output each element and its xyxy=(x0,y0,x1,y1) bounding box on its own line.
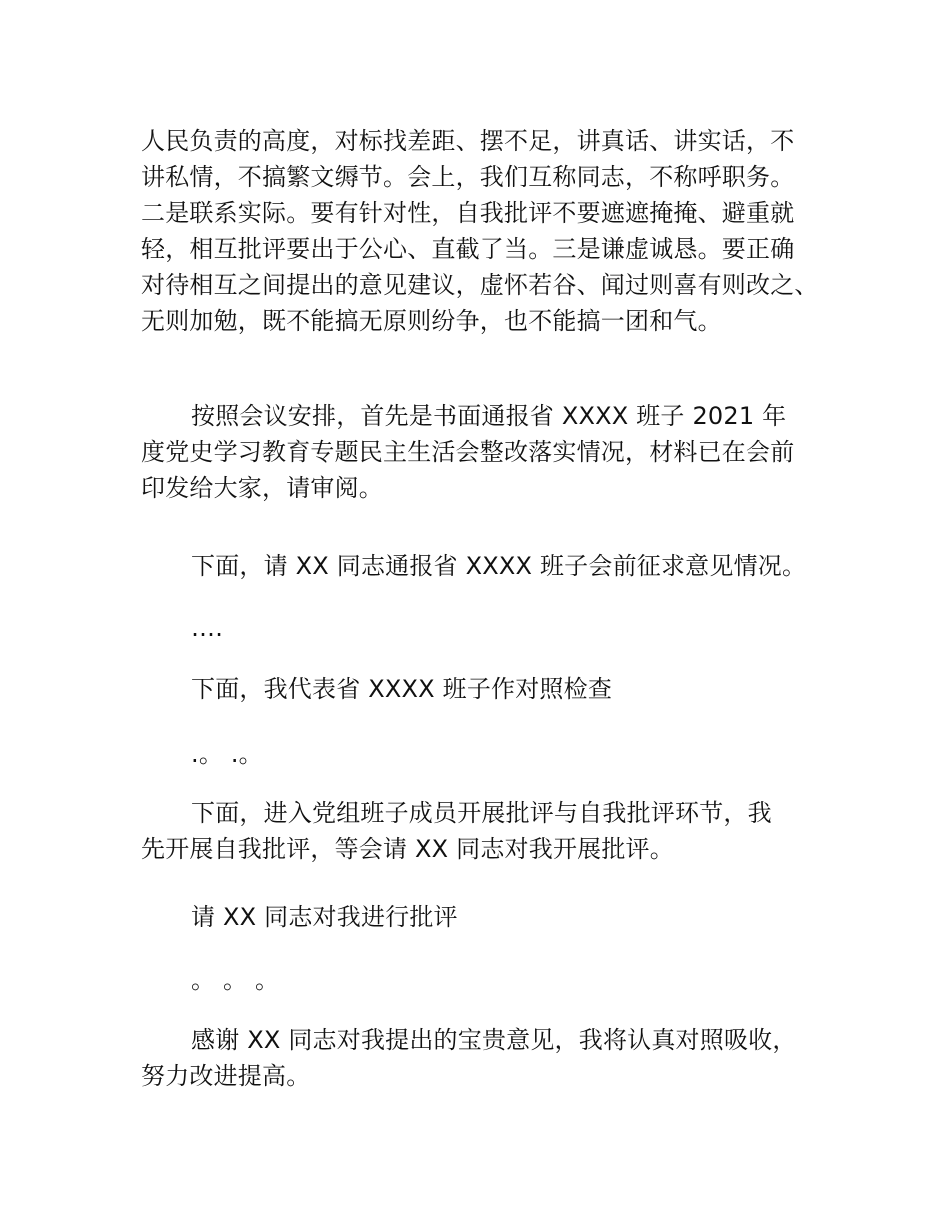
text-line: 先开展自我批评，等会请 XX 同志对我开展批评。 xyxy=(141,835,674,863)
text-line: 努力改进提高。 xyxy=(141,1062,311,1090)
paragraph-meeting-requirements xyxy=(141,123,831,339)
paragraph-thanks xyxy=(141,1022,831,1094)
text-line: 下面，我代表省 XXXX 班子作对照检查 xyxy=(191,675,613,703)
text-line: 按照会议安排，首先是书面通报省 XXXX 班子 2021 年 xyxy=(191,402,787,430)
text-line: 讲私情，不搞繁文缛节。会上，我们互称同志，不称呼职务。 xyxy=(141,163,795,191)
text-line: 请 XX 同志对我进行批评 xyxy=(191,903,458,931)
paragraph-request-criticism xyxy=(141,899,831,935)
paragraph-ellipsis xyxy=(141,610,831,646)
ellipsis-line: .。 .。 xyxy=(191,740,263,768)
paragraph-ellipsis xyxy=(141,736,831,772)
ellipsis-line: …. xyxy=(191,614,224,642)
text-line: 印发给大家，请审阅。 xyxy=(141,474,383,502)
paragraph-opinion-report xyxy=(141,548,831,584)
paragraph-written-report xyxy=(141,398,831,506)
text-line: 无则加勉，既不能搞无原则纷争，也不能搞一团和气。 xyxy=(141,307,722,335)
text-line: 二是联系实际。要有针对性，自我批评不要遮遮掩掩、避重就 xyxy=(141,199,795,227)
paragraph-criticism-session xyxy=(141,795,831,867)
paragraph-ellipsis xyxy=(141,962,831,998)
text-line: 对待相互之间提出的意见建议，虚怀若谷、闻过则喜有则改之、 xyxy=(141,271,819,299)
text-line: 度党史学习教育专题民主生活会整改落实情况，材料已在会前 xyxy=(141,438,795,466)
text-line: 下面，进入党组班子成员开展批评与自我批评环节，我 xyxy=(191,799,772,827)
ellipsis-line: 。 。 。 xyxy=(191,966,280,994)
text-line: 人民负责的高度，对标找差距、摆不足，讲真话、讲实话，不 xyxy=(141,127,795,155)
text-line: 感谢 XX 同志对我提出的宝贵意见，我将认真对照吸收， xyxy=(191,1026,797,1054)
text-line: 下面，请 XX 同志通报省 XXXX 班子会前征求意见情况。 xyxy=(191,552,807,580)
text-line: 轻，相互批评要出于公心、直截了当。三是谦虚诚恳。要正确 xyxy=(141,235,795,263)
paragraph-self-check xyxy=(141,671,831,707)
